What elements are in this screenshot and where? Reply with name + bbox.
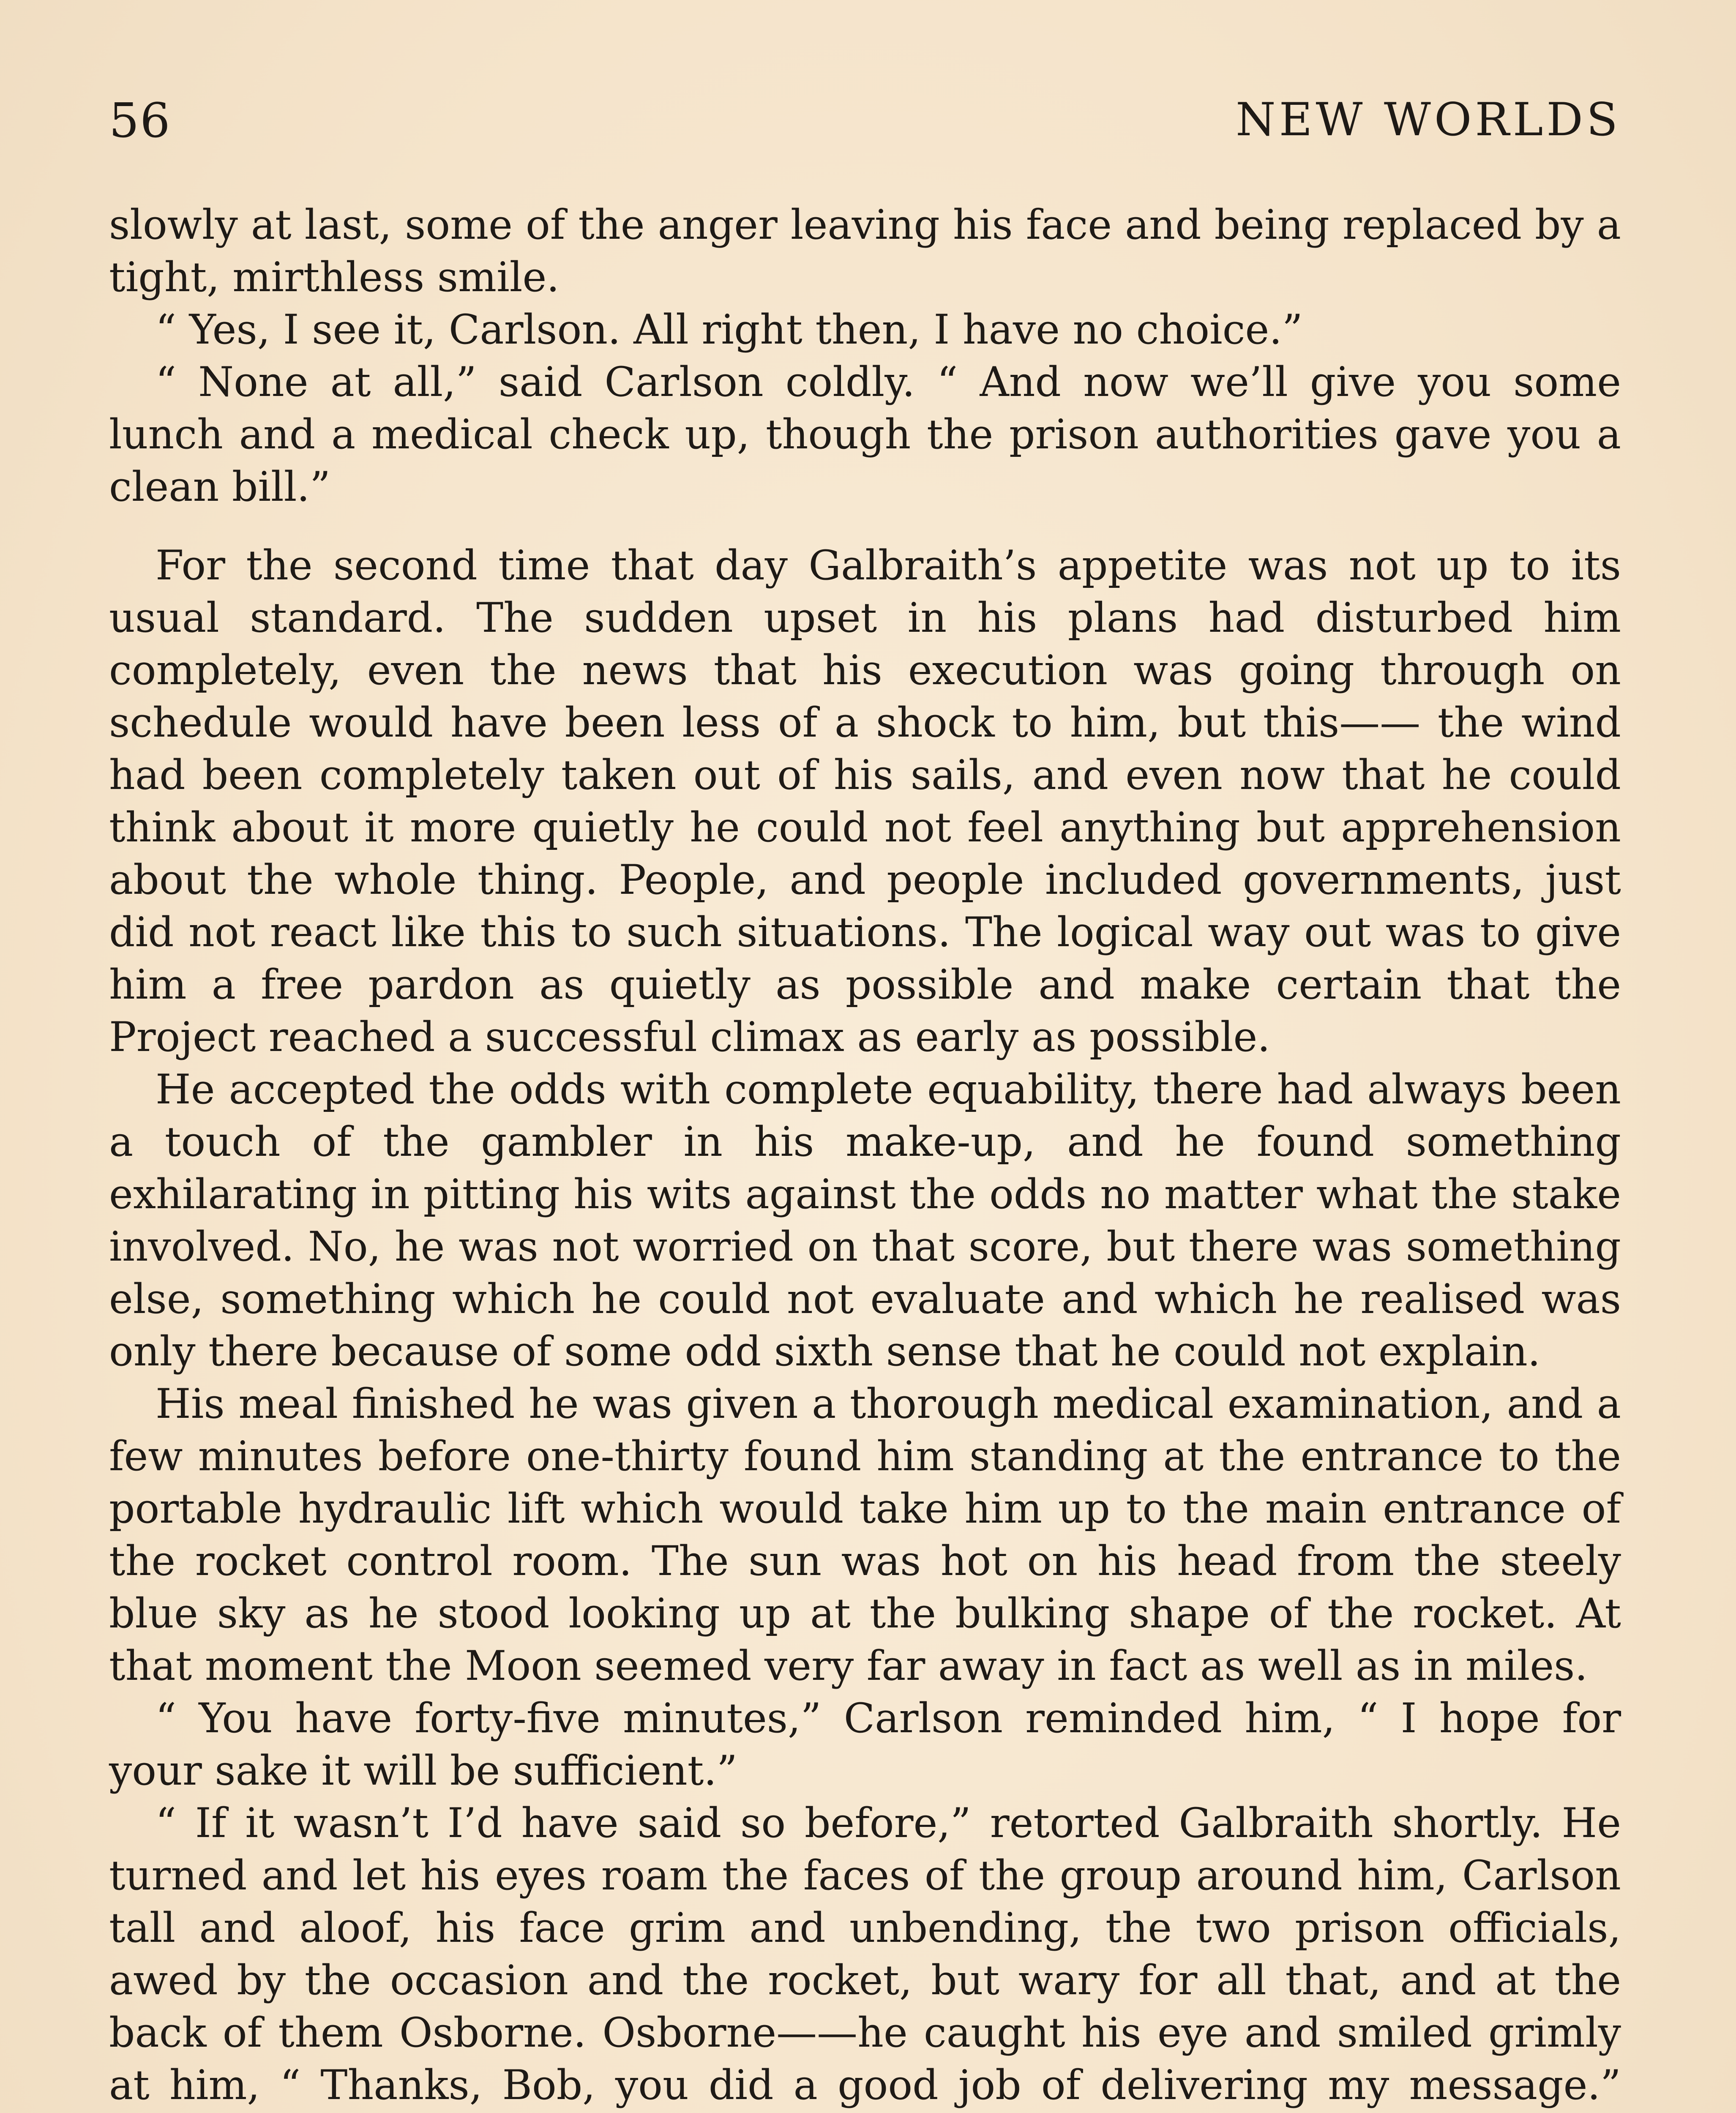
paragraph: He accepted the odds with complete equability, there had always been a touch of the gambler in his make-up, and he found something exhilarating in pitting his wits against the odds no matter what the stake involved. No, he was not worried on that score, but there was something else, something which he could not evaluate and which he realised was only there because of some odd sixth sense that he could not explain. (109, 1066, 1621, 1375)
page-header (109, 85, 1621, 152)
paragraph: “ You have forty-five minutes,” Carlson reminded him, “ I hope for your sake it will be sufficient.” (109, 1695, 1621, 1794)
paragraph: “ None at all,” said Carlson coldly. “ And now we’ll give you some lunch and a medical check up, though the prison authorities gave you a clean bill.” (109, 358, 1621, 511)
paragraph: His meal finished he was given a thorough medical examination, and a few minutes before one-thirty found him standing at the entrance to the portable hydraulic lift which would take him up to the main entrance of the rocket control room. The sun was hot on his head from the steely blue sky as he stood looking up at the bulking shape of the rocket. At that moment the Moon seemed very far away in fact as well as in miles. (109, 1380, 1621, 1690)
body-text (109, 199, 1621, 2113)
running-head: NEW WORLDS (1236, 93, 1621, 146)
paragraph: slowly at last, some of the anger leaving his face and being replaced by a tight, mirthless smile. (109, 201, 1621, 301)
paragraph: “ If it wasn’t I’d have said so before,” retorted Galbraith shortly. He turned and let his eyes roam the faces of the group around him, Carlson tall and aloof, his face grim and unbending, the two prison officials, awed by the occasion and the rocket, but wary for all that, and at the back of them Osborne. Osborne——he caught his eye and smiled grimly at him, “ Thanks, Bob, you did a good job of delivering my message.” (109, 1799, 1621, 2109)
page-number: 56 (109, 93, 171, 148)
paragraph: “ Yes, I see it, Carlson. All right then, I have no choice.” (156, 306, 1303, 353)
paragraph: For the second time that day Galbraith’s appetite was not up to its usual standard. The sudden upset in his plans had disturbed him completely, even the news that his execution was going through on schedule would have been less of a shock to him, but this—— the wind had been completely taken out of his sails, and even now that he could think about it more quietly he could not feel anything but apprehension about the whole thing. People, and people included governments, just did not react like this to such situations. The logical way out was to give him a free pardon as quietly as possible and make certain that the Project reached a successful climax as early as possible. (109, 542, 1621, 1061)
